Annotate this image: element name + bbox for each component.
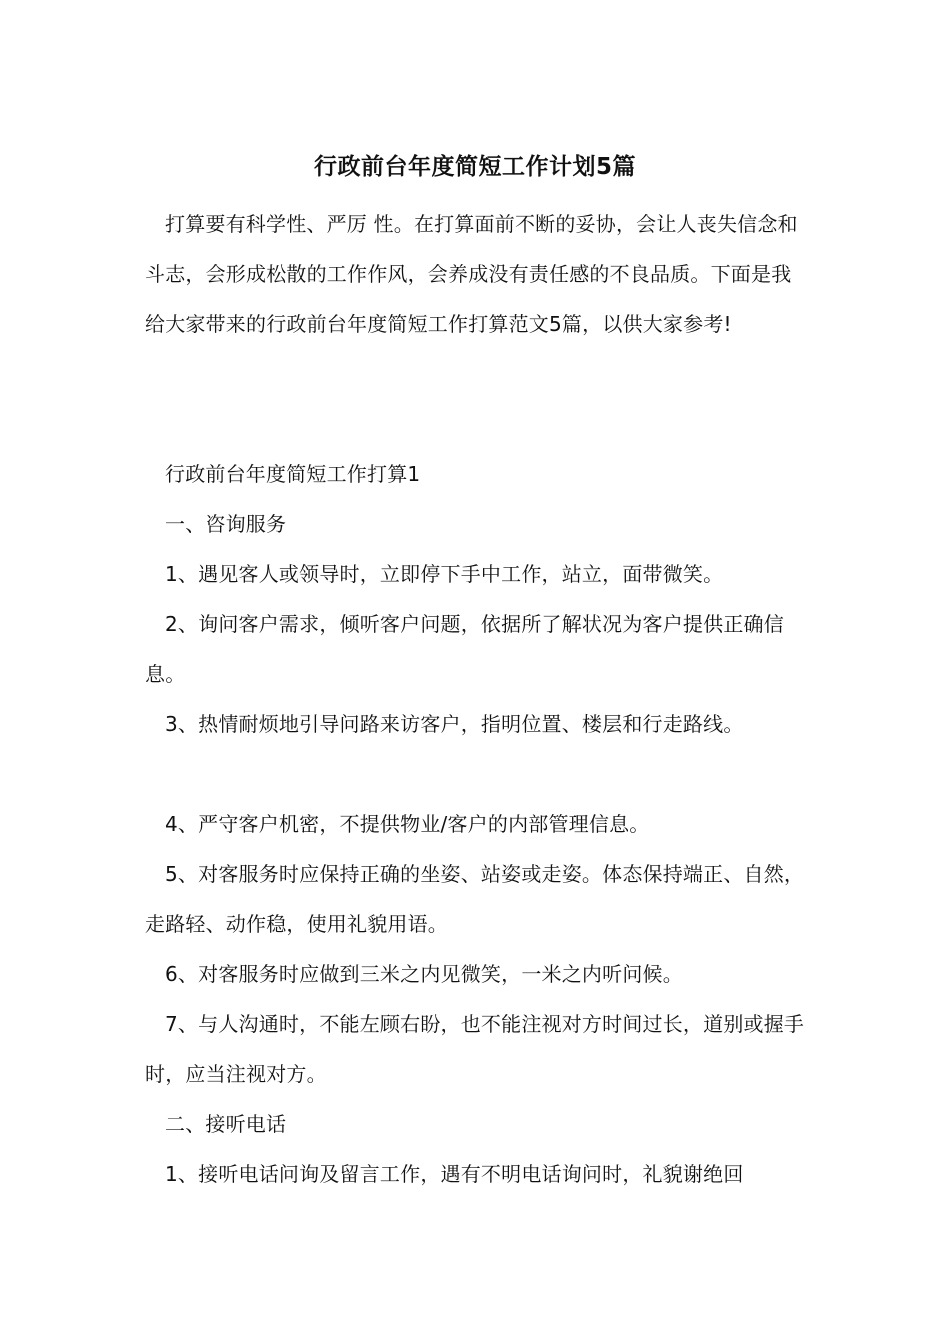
intro-paragraph-block [145,199,810,349]
list-item: 1、接听电话问询及留言工作，遇有不明电话询问时，礼貌谢绝回 [165,1162,744,1186]
intro-paragraph: 打算要有科学性、严厉 性。在打算面前不断的妥协，会让人丧失信念和斗志，会形成松散的工作作风，会养成没有责任感的不良品质。下面是我给大家带来的行政前台年度简短工作打算范文5篇，以供大家参考! [145,212,798,336]
heading-consulting-service: 一、咨询服务 [165,512,287,536]
list-item: 6、对客服务时应做到三米之内见微笑，一米之内听问候。 [165,962,683,986]
list-item: 7、与人沟通时，不能左顾右盼，也不能注视对方时间过长，道别或握手时，应当注视对方。 [145,1012,805,1086]
document-title: 行政前台年度简短工作计划5篇 [313,154,636,180]
section-content [145,449,810,1199]
section-title: 行政前台年度简短工作打算1 [165,462,421,486]
heading-phone-answering: 二、接听电话 [165,1112,287,1136]
list-item: 2、询问客户需求，倾听客户问题，依据所了解状况为客户提供正确信息。 [145,612,784,686]
list-item: 3、热情耐烦地引导问路来访客户，指明位置、楼层和行走路线。 [165,712,744,736]
list-item: 1、遇见客人或领导时，立即停下手中工作，站立，面带微笑。 [165,562,724,586]
list-item: 4、严守客户机密，不提供物业/客户的内部管理信息。 [165,812,650,836]
list-item: 5、对客服务时应保持正确的坐姿、站姿或走姿。体态保持端正、自然，走路轻、动作稳，使用礼貌用语。 [145,862,805,936]
blank-line [145,749,810,799]
